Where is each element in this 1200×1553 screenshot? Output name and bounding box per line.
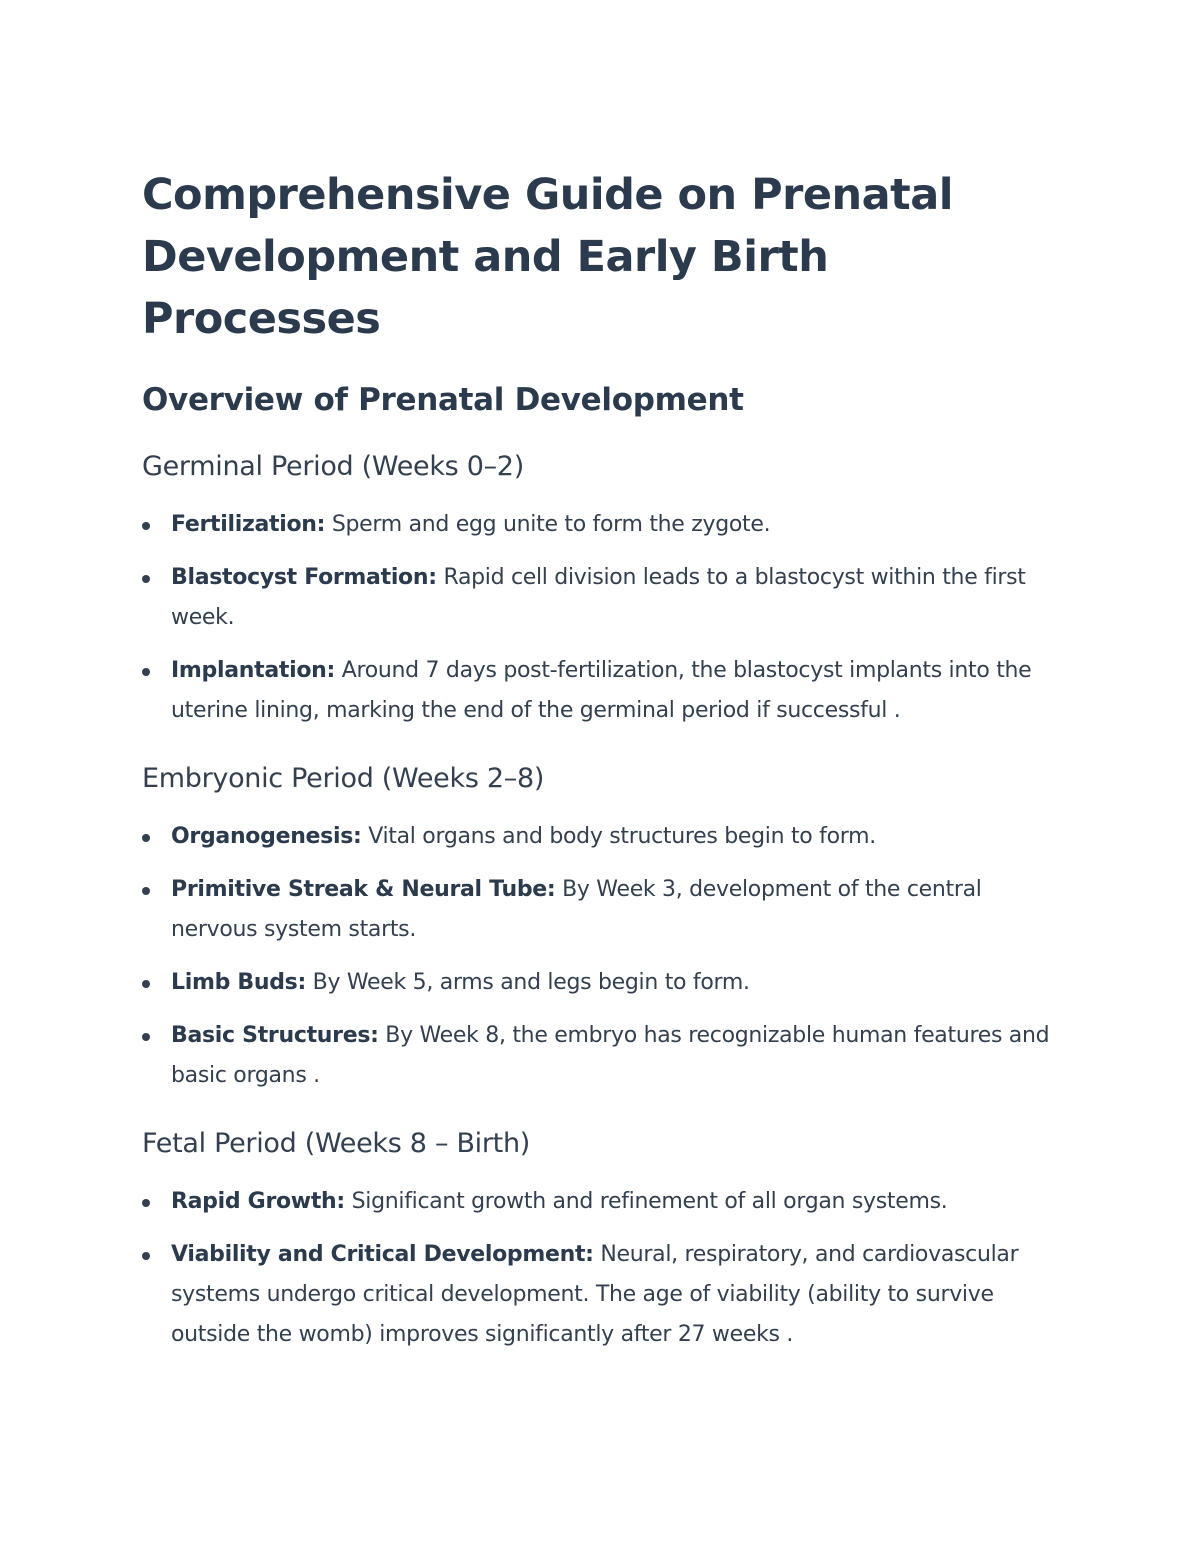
subsection-fetal bbox=[142, 1124, 1072, 1355]
document-title: Comprehensive Guide on Prenatal Development and Early Birth Processes bbox=[142, 170, 953, 344]
list-item-text: Significant growth and refinement of all organ systems. bbox=[344, 1189, 948, 1214]
list-item-text: By Week 5, arms and legs begin to form. bbox=[305, 970, 750, 995]
bullet-icon bbox=[142, 887, 150, 895]
list-item-text: By Week 3, development of the central nervous system starts. bbox=[171, 877, 982, 942]
list-item bbox=[142, 651, 1072, 731]
bullet-list bbox=[142, 505, 1072, 731]
list-item-text: By Week 8, the embryo has recognizable human features and basic organs . bbox=[171, 1023, 1050, 1088]
list-item bbox=[142, 1235, 1072, 1355]
list-item-term: Rapid Growth: bbox=[171, 1189, 345, 1214]
bullet-icon bbox=[142, 834, 150, 842]
document-page bbox=[142, 164, 1072, 1355]
list-item-term: Implantation: bbox=[171, 658, 336, 683]
bullet-icon bbox=[142, 980, 150, 988]
subsection-germinal bbox=[142, 447, 1072, 731]
list-item-text: Vital organs and body structures begin to form. bbox=[361, 824, 876, 849]
list-item-term: Viability and Critical Development: bbox=[171, 1242, 594, 1267]
bullet-icon bbox=[142, 1252, 150, 1260]
list-item-text: Around 7 days post-fertilization, the blastocyst implants into the uterine lining, marking the end of the germinal period if successful . bbox=[171, 658, 1032, 723]
list-item bbox=[142, 963, 1072, 1003]
list-item-text: Sperm and egg unite to form the zygote. bbox=[325, 512, 771, 537]
subsection-embryonic bbox=[142, 759, 1072, 1096]
list-item-term: Limb Buds: bbox=[171, 970, 306, 995]
bullet-list bbox=[142, 1182, 1072, 1355]
list-item-term: Blastocyst Formation: bbox=[171, 565, 437, 590]
list-item-text: Neural, respiratory, and cardiovascular systems undergo critical development. The age of viability (ability to survive outside the womb) improves significantly after 27 weeks . bbox=[171, 1242, 1019, 1347]
bullet-list bbox=[142, 817, 1072, 1096]
list-item bbox=[142, 558, 1072, 638]
list-item bbox=[142, 817, 1072, 857]
list-item-term: Basic Structures: bbox=[171, 1023, 379, 1048]
subsection-heading: Embryonic Period (Weeks 2–8) bbox=[142, 763, 545, 794]
bullet-icon bbox=[142, 575, 150, 583]
list-item-term: Primitive Streak & Neural Tube: bbox=[171, 877, 556, 902]
list-item-text: Rapid cell division leads to a blastocyst within the first week. bbox=[171, 565, 1026, 630]
subsection-heading: Germinal Period (Weeks 0–2) bbox=[142, 451, 524, 482]
bullet-icon bbox=[142, 1033, 150, 1041]
bullet-icon bbox=[142, 522, 150, 530]
list-item bbox=[142, 870, 1072, 950]
list-item bbox=[142, 1182, 1072, 1222]
subsection-heading: Fetal Period (Weeks 8 – Birth) bbox=[142, 1128, 531, 1159]
list-item bbox=[142, 505, 1072, 545]
list-item-term: Fertilization: bbox=[171, 512, 326, 537]
list-item-term: Organogenesis: bbox=[171, 824, 362, 849]
bullet-icon bbox=[142, 668, 150, 676]
bullet-icon bbox=[142, 1199, 150, 1207]
section-heading: Overview of Prenatal Development bbox=[142, 382, 744, 418]
list-item bbox=[142, 1016, 1072, 1096]
